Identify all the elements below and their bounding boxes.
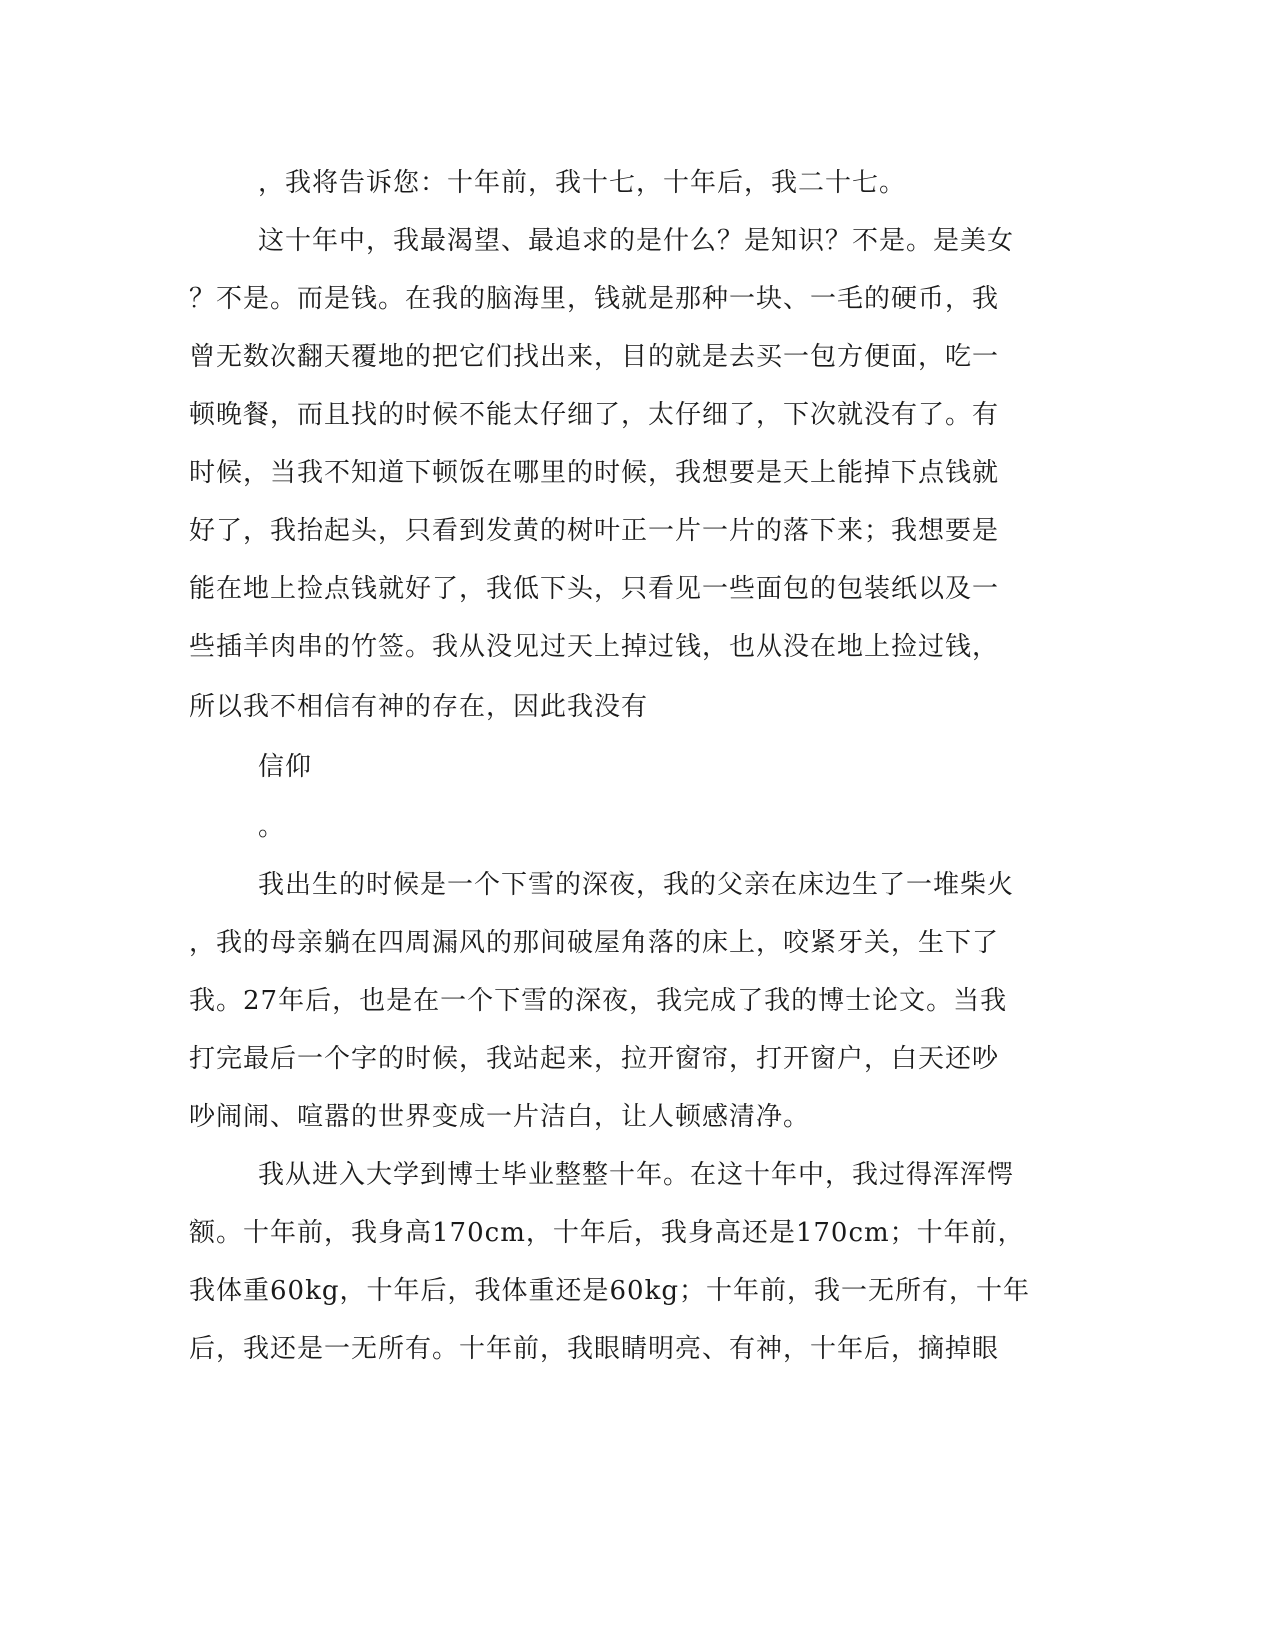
text-line: 。	[258, 812, 286, 842]
paragraph-start-line: 我出生的时候是一个下雪的深夜，我的父亲在床边生了一堆柴火	[258, 870, 1015, 900]
text-line: 曾无数次翻天覆地的把它们找出来，目的就是去买一包方便面，吃一	[189, 342, 1000, 372]
text-line: 额。十年前，我身高170cm，十年后，我身高还是170cm；十年前，	[189, 1218, 1025, 1248]
text-line: 顿晚餐，而且找的时候不能太仔细了，太仔细了，下次就没有了。有	[189, 400, 1000, 430]
text-line: ，我的母亲躺在四周漏风的那间破屋角落的床上，咬紧牙关，生下了	[189, 928, 1000, 958]
text-line: 时候，当我不知道下顿饭在哪里的时候，我想要是天上能掉下点钱就	[189, 458, 1000, 488]
text-line: 吵闹闹、喧嚣的世界变成一片洁白，让人顿感清净。	[189, 1102, 811, 1132]
text-line: 我。27年后，也是在一个下雪的深夜，我完成了我的博士论文。当我	[189, 986, 1008, 1016]
text-line: ，我将告诉您：十年前，我十七，十年后，我二十七。	[258, 168, 907, 198]
paragraph-start-line: 这十年中，我最渴望、最追求的是什么？是知识？不是。是美女	[258, 226, 1015, 256]
text-line: 后，我还是一无所有。十年前，我眼睛明亮、有神，十年后，摘掉眼	[189, 1334, 1000, 1364]
paragraph-start-line: 我从进入大学到博士毕业整整十年。在这十年中，我过得浑浑愕	[258, 1160, 1015, 1190]
text-line: 信仰	[258, 752, 313, 782]
text-line: 能在地上捡点钱就好了，我低下头，只看见一些面包的包装纸以及一	[189, 574, 1000, 604]
text-line: 打完最后一个字的时候，我站起来，拉开窗帘，打开窗户，白天还吵	[189, 1044, 1000, 1074]
text-line: 所以我不相信有神的存在，因此我没有	[189, 692, 649, 722]
text-line: 好了，我抬起头，只看到发黄的树叶正一片一片的落下来；我想要是	[189, 516, 1000, 546]
text-line: ？不是。而是钱。在我的脑海里，钱就是那种一块、一毛的硬币，我	[189, 284, 1000, 314]
text-line: 我体重60kg，十年后，我体重还是60kg；十年前，我一无所有，十年	[189, 1276, 1030, 1306]
text-line: 些插羊肉串的竹签。我从没见过天上掉过钱，也从没在地上捡过钱，	[189, 632, 1000, 662]
